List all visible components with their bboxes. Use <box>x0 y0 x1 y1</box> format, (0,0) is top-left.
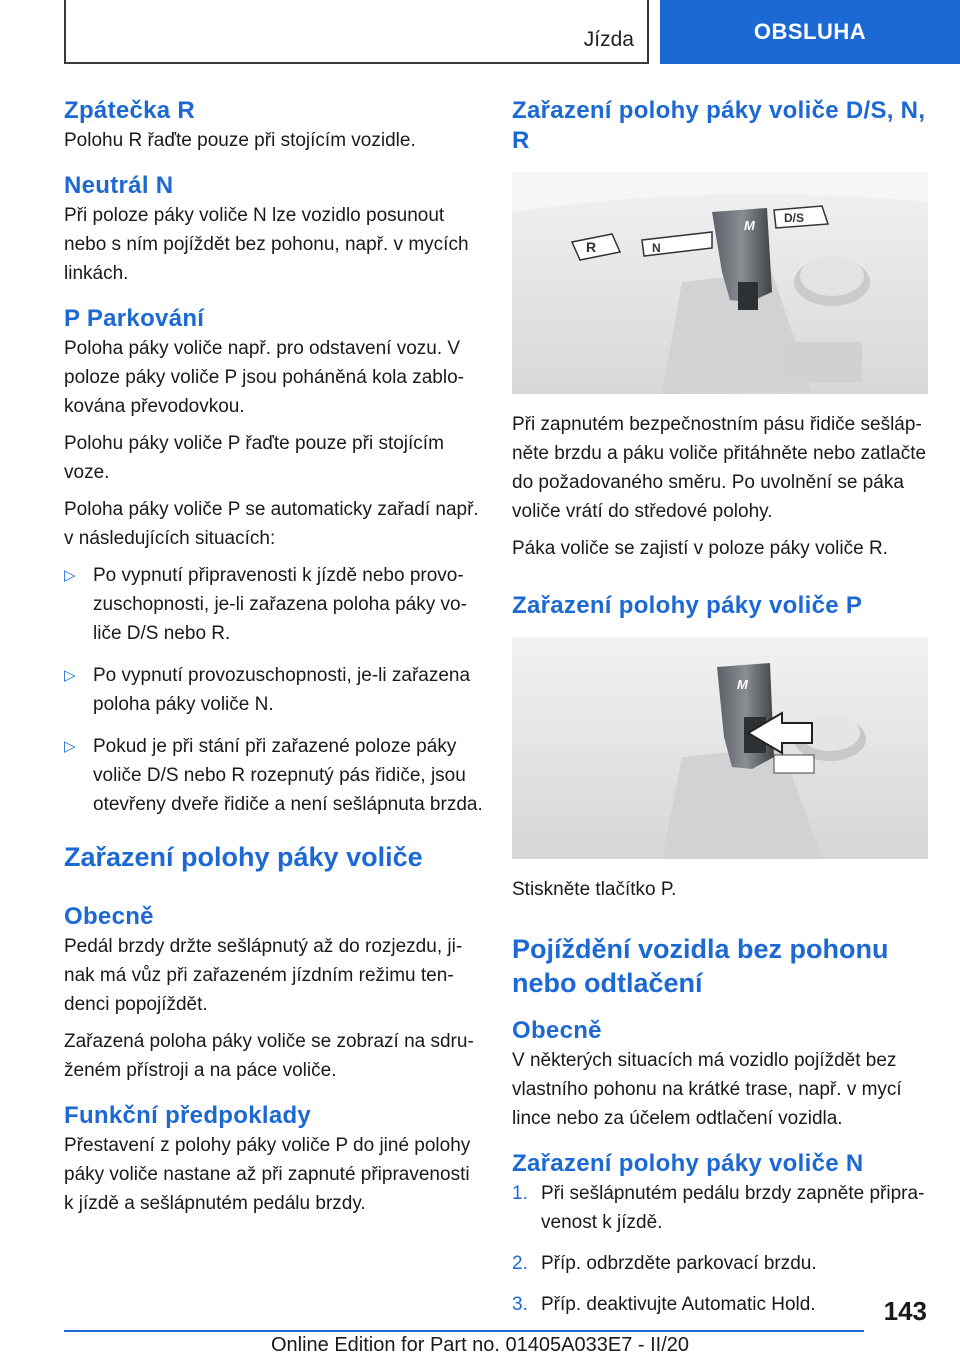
text-reverse: Polohu R řaďte pouze při stojícím vozidle. <box>64 130 416 151</box>
text-prereq: Přestavení z polohy páky voliče P do jiné polohy páky voliče nastane až při zapnuté připravenosti k jízdě a sešlápnutém pedálu brzdy. <box>64 1135 471 1214</box>
heading-general: Obecně <box>64 903 154 930</box>
heading-n: Zařazení polohy páky voliče N <box>512 1150 864 1177</box>
left-column <box>64 96 484 1218</box>
m-logo-icon: M <box>744 218 755 233</box>
heading-reverse: Zpátečka R <box>64 97 196 124</box>
label-ds: D/S <box>784 211 805 225</box>
text-general-2: Zařazená poloha páky voliče se zobrazí na sdruženém přístroji a na páce voliče. <box>64 1031 474 1081</box>
list-item: 3. Příp. deaktivujte Automatic Hold. <box>512 1294 816 1315</box>
text-dsnr-2: Páka voliče se zajistí v poloze páky voliče R. <box>512 538 888 559</box>
header-frame <box>64 0 649 64</box>
list-item: ▷ Pokud je při stání při zařazené poloze páky voliče D/S nebo R rozepnutý pás řidiče, jsou otevřeny dveře řidiče a není sešlápnuta brzda. <box>64 732 484 819</box>
triangle-bullet-icon: ▷ <box>64 567 76 584</box>
list-item: ▷ Po vypnutí provozuschopnosti, je-li zařazena poloha páky voliče N. <box>64 661 484 719</box>
text-park-3: Poloha páky voliče P se automaticky zařadí např. v následujících situacích: <box>64 499 479 549</box>
heading-general-2: Obecně <box>512 1017 602 1044</box>
header-section-title: Jízda <box>583 28 634 51</box>
page-number: 143 <box>883 1296 927 1326</box>
heading-p: Zařazení polohy páky voliče P <box>512 592 863 619</box>
heading-neutral: Neutrál N <box>64 172 174 199</box>
n-steps-list <box>512 1179 930 1319</box>
text-p: Stiskněte tlačítko P. <box>512 879 677 900</box>
header-chapter-tab[interactable]: OBSLUHA <box>660 0 960 64</box>
m-logo-icon: M <box>737 677 748 692</box>
heading-dsnr: Zařazení polohy páky voliče D/S, N, R <box>512 97 926 154</box>
park-auto-list <box>64 561 484 819</box>
park-button-figure <box>512 637 928 859</box>
heading-park: P Parkování <box>64 305 205 332</box>
footer-divider <box>64 1330 864 1332</box>
gear-selector-dsnr-figure <box>512 172 928 394</box>
text-general-3: V některých situacích má vozidlo pojíždět bez vlastního pohonu na krátké trase, např. v mycí lince nebo za účelem odtlačení vozidla. <box>512 1050 902 1129</box>
text-park-2: Polohu páky voliče P řaďte pouze při stojícím voze. <box>64 433 444 483</box>
text-park-1: Poloha páky voliče např. pro odstavení vozu. V poloze páky voliče P jsou poháněná kola zablokována převodovkou. <box>64 338 464 417</box>
gear-selector-dsnr-illustration <box>512 172 928 394</box>
footer-edition: Online Edition for Part no. 01405A033E7 - II/20 <box>270 1334 690 1356</box>
text-general-1: Pedál brzdy držte sešlápnutý až do rozjezdu, jinak má vůz při zařazeném jízdním režimu tendenci popojíždět. <box>64 936 463 1015</box>
park-button-illustration <box>512 637 928 859</box>
label-r: R <box>586 239 597 255</box>
triangle-bullet-icon: ▷ <box>64 667 76 684</box>
label-n: N <box>652 241 661 255</box>
text-neutral: Při poloze páky voliče N lze vozidlo posunout nebo s ním pojíždět bez pohonu, např. v mycích linkách. <box>64 205 469 284</box>
heading-rolling: Pojíždění vozidla bez pohonu nebo odtlačení <box>512 934 889 998</box>
text-dsnr-1: Při zapnutém bezpečnostním pásu řidiče sešlápněte brzdu a páku voliče přitáhněte nebo zatlačte do požadovaného směru. Po uvolnění se páka voliče vrátí do středové polohy. <box>512 414 927 522</box>
list-item: ▷ Po vypnutí připravenosti k jízdě nebo provozuschopnosti, je-li zařazena poloha páky voliče D/S nebo R. <box>64 561 484 648</box>
right-column <box>512 96 930 1331</box>
list-item: 2. Příp. odbrzděte parkovací brzdu. <box>512 1253 817 1274</box>
heading-engage: Zařazení polohy páky voliče <box>64 842 423 872</box>
list-item: 1. Při sešlápnutém pedálu brzdy zapněte připravenost k jízdě. <box>512 1183 925 1233</box>
heading-prereq: Funkční předpoklady <box>64 1102 312 1129</box>
triangle-bullet-icon: ▷ <box>64 738 76 755</box>
